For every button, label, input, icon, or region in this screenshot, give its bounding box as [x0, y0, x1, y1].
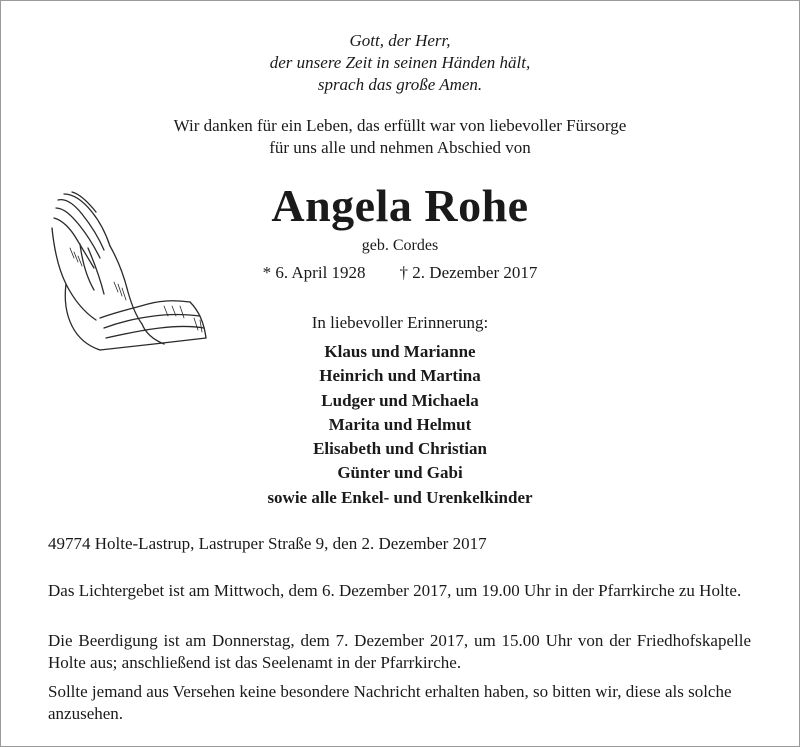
- life-dates: [0, 262, 800, 284]
- remembrance-heading: In liebevoller Erinnerung:: [311, 313, 489, 332]
- mourners-list: [0, 340, 800, 510]
- death-date: † 2. Dezember 2017: [399, 263, 538, 282]
- mourner-entry: Heinrich und Martina: [319, 366, 481, 386]
- address-line: 49774 Holte-Lastrup, Lastruper Straße 9, den 2. Dezember 2017: [48, 534, 487, 553]
- mourner-entry: Ludger und Michaela: [321, 390, 479, 410]
- mourner-entry: Elisabeth und Christian: [313, 439, 487, 459]
- deceased-name: Angela Rohe: [271, 180, 529, 231]
- no-notification-notice: Sollte jemand aus Versehen keine besondere Nachricht erhalten haben, so bitten wir, diese als solche anzusehen.: [48, 682, 732, 723]
- motto-line: der unsere Zeit in seinen Händen hält,: [269, 53, 531, 72]
- motto-verse: [0, 30, 800, 96]
- birth-date: * 6. April 1928: [262, 263, 366, 282]
- intro-line: für uns alle und nehmen Abschied von: [269, 138, 531, 157]
- mourner-entry: Marita und Helmut: [328, 414, 472, 434]
- mourner-entry: sowie alle Enkel- und Urenkelkinder: [267, 487, 533, 507]
- funeral-notice: Die Beerdigung ist am Donnerstag, dem 7. Dezember 2017, um 15.00 Uhr von der Friedhofskapelle Holte aus; anschließend ist das Seelenamt in der Pfarrkirche.: [48, 631, 751, 672]
- mourner-entry: Günter und Gabi: [337, 463, 463, 483]
- motto-line: sprach das große Amen.: [317, 75, 483, 94]
- vigil-notice: Das Lichtergebet ist am Mittwoch, dem 6. Dezember 2017, um 19.00 Uhr in der Pfarrkirche zu Holte.: [48, 581, 742, 600]
- intro-text: [0, 115, 800, 159]
- motto-line: Gott, der Herr,: [349, 31, 451, 50]
- maiden-name: geb. Cordes: [361, 237, 439, 254]
- intro-line: Wir danken für ein Leben, das erfüllt war von liebevoller Fürsorge: [173, 116, 627, 135]
- mourner-entry: Klaus und Marianne: [324, 342, 476, 361]
